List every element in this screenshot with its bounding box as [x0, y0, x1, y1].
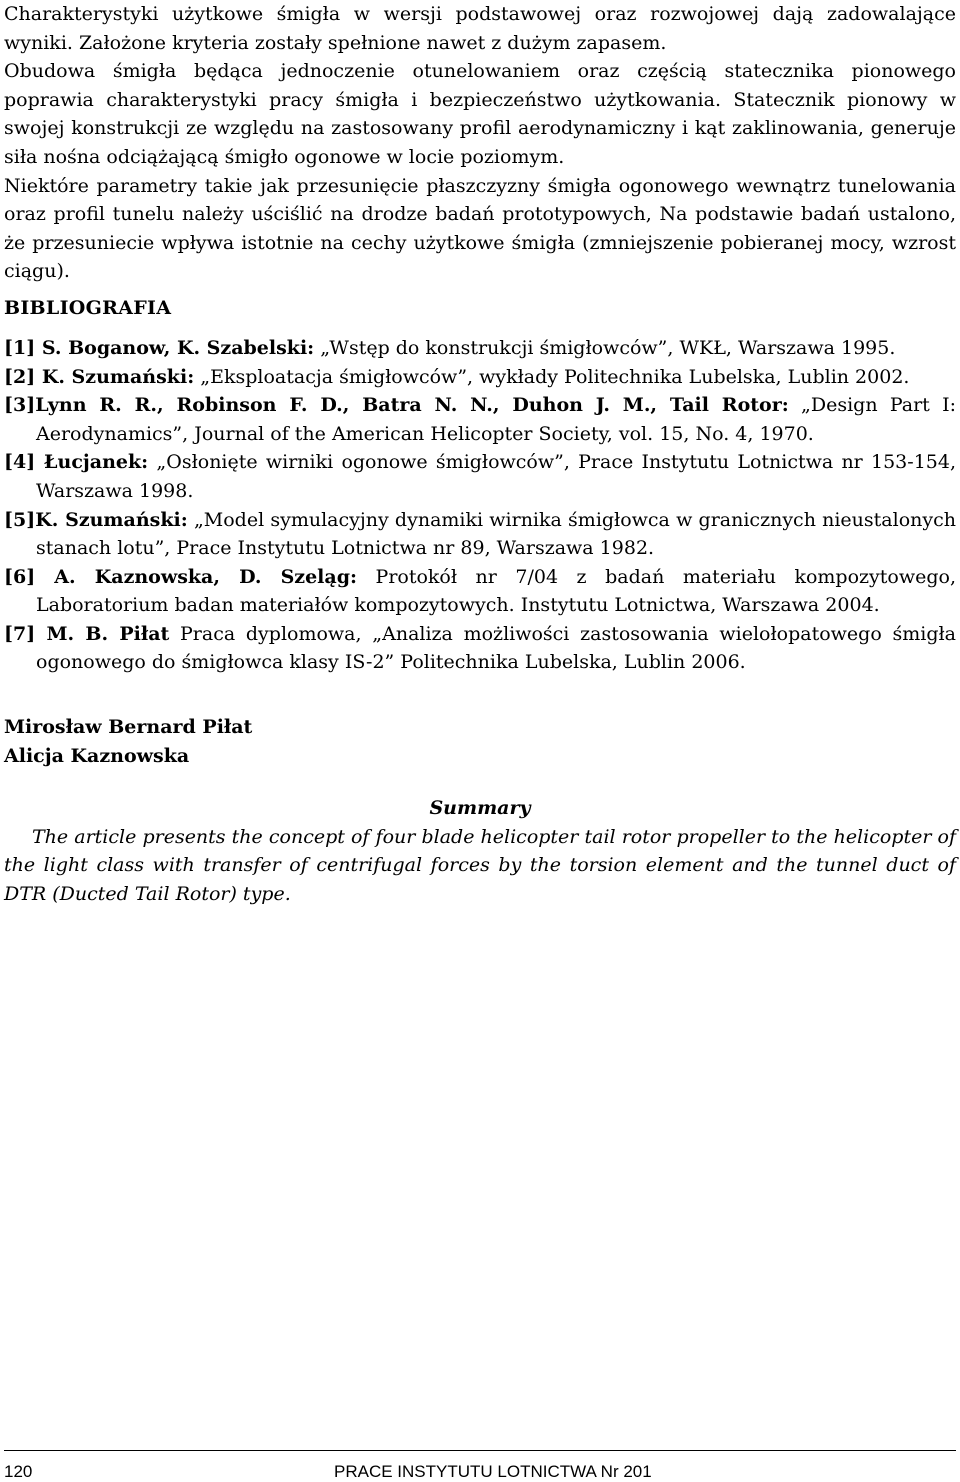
conclusion-paragraph-3: Niektóre parametry takie jak przesunięcie płaszczyzny śmigła ogonowego wewnątrz tunelowania oraz profil tunelu należy uściślić na drodze badań prototypowych, Na podstawie badań ustalono, że przesuniecie wpływa istotnie na cechy użytkowe śmigła (zmniejszenie pobieranej mocy, wzrost ciągu).	[4, 174, 956, 283]
reference-text: Protokół nr 7/04 z badań materiału kompozytowego, Laboratorium badan materiałów kompozytowych. Instytutu Lotnictwa, Warszawa 2004.	[36, 565, 956, 617]
author-name-2: Alicja Kaznowska	[4, 744, 190, 767]
footer-divider	[4, 1450, 956, 1451]
reference-item-5	[4, 506, 956, 563]
reference-authors: [1] S. Boganow, K. Szabelski:	[4, 336, 315, 359]
reference-list	[4, 334, 956, 677]
conclusion-paragraph-2: Obudowa śmigła będąca jednoczenie otunelowaniem oraz częścią statecznika pionowego poprawia charakterystyki pracy śmigła i bezpieczeństwo użytkowania. Statecznik pionowy w swojej konstrukcji ze względu na zastosowany profil aerodynamiczny i kąt zaklinowania, generuje siła nośna odciążającą śmigło ogonowe w locie poziomym.	[4, 60, 956, 168]
reference-text: „Design Part I: Aerodynamics”, Journal of the American Helicopter Society, vol. 15, No. 4, 1970.	[36, 394, 956, 445]
reference-item-7	[4, 620, 956, 677]
page-number: 120	[4, 1462, 33, 1481]
reference-item-4	[4, 448, 956, 505]
summary-heading: Summary	[429, 797, 531, 820]
reference-item-2	[4, 363, 956, 392]
reference-authors: [7] M. B. Piłat	[4, 622, 170, 645]
reference-item-3	[4, 391, 956, 448]
reference-text: „Eksploatacja śmigłowców”, wykłady Politechnika Lubelska, Lublin 2002.	[194, 365, 910, 388]
author-block	[4, 713, 956, 770]
reference-text: „Model symulacyjny dynamiki wirnika śmigłowca w granicznych nieustalonych stanach lotu”, Prace Instytutu Lotnictwa nr 89, Warszawa 1982.	[36, 508, 956, 560]
reference-authors: [6] A. Kaznowska, D. Szeląg:	[4, 565, 358, 588]
reference-text: Praca dyplomowa, „Analiza możliwości zastosowania wielołopatowego śmigła ogonowego do śmigłowca klasy IS-2” Politechnika Lubelska, Lublin 2006.	[36, 622, 956, 674]
bibliography-heading: BIBLIOGRAFIA	[4, 296, 172, 319]
journal-name: PRACE INSTYTUTU LOTNICTWA Nr 201	[334, 1462, 652, 1481]
author-name-1: Mirosław Bernard Piłat	[4, 716, 253, 739]
reference-authors: [3]Lynn R. R., Robinson F. D., Batra N. N., Duhon J. M., Tail Rotor:	[4, 394, 789, 417]
reference-authors: [4] Łucjanek:	[4, 451, 149, 474]
reference-authors: [5]K. Szumański:	[4, 508, 188, 531]
reference-text: „Osłonięte wirniki ogonowe śmigłowców”, Prace Instytutu Lotnictwa nr 153-154, Warszawa 1998.	[36, 451, 956, 502]
reference-item-1	[4, 334, 956, 363]
conclusion-paragraph-1: Charakterystyki użytkowe śmigła w wersji podstawowej oraz rozwojowej dają zadowalające wyniki. Założone kryteria zostały spełnione nawet z dużym zapasem.	[4, 3, 956, 54]
summary-text: The article presents the concept of four blade helicopter tail rotor propeller to the helicopter of the light class with transfer of centrifugal forces by the torsion element and the tunnel duct of DTR (Ducted Tail Rotor) type.	[4, 825, 956, 906]
page-content	[4, 0, 956, 909]
reference-item-6	[4, 563, 956, 620]
reference-authors: [2] K. Szumański:	[4, 365, 195, 388]
reference-text: „Wstęp do konstrukcji śmigłowców”, WKŁ, Warszawa 1995.	[314, 336, 896, 359]
